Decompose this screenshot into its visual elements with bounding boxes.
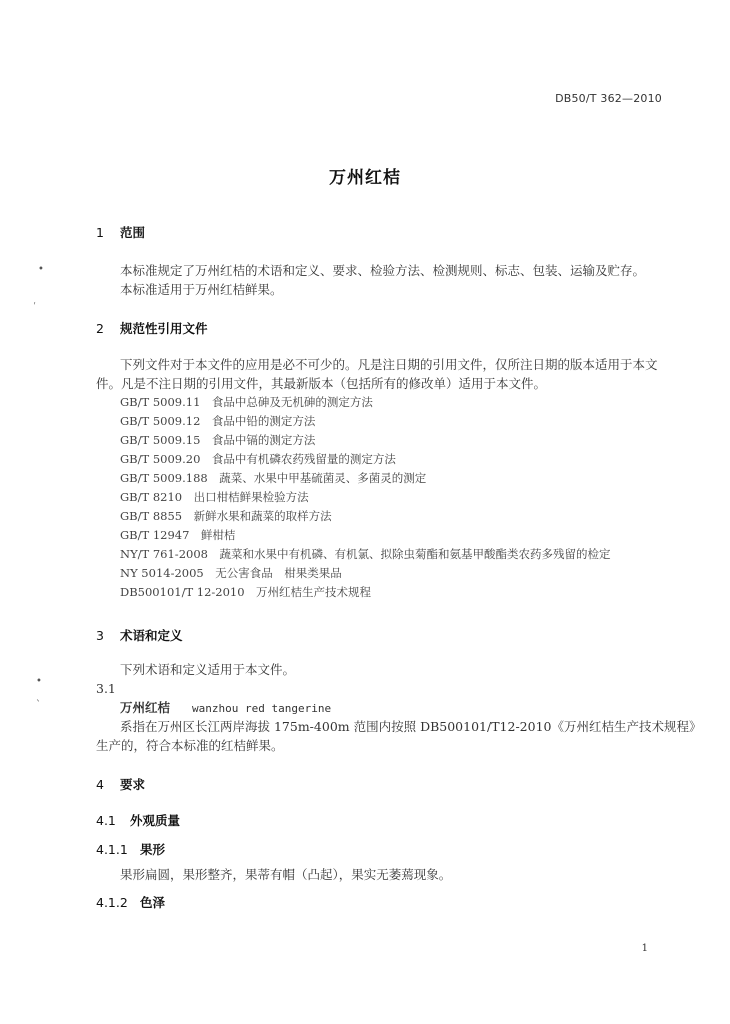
section-4-heading — [96, 775, 145, 793]
section-3-heading — [96, 626, 183, 644]
scan-mark: • — [38, 264, 44, 275]
section-number: 4.1.2 — [96, 895, 128, 910]
paragraph-line: 本标准适用于万州红桔鲜果。 — [120, 282, 283, 297]
scan-mark: ˊ — [31, 301, 42, 314]
section-number: 1 — [96, 225, 104, 240]
reference-item: NY/T 761-2008 蔬菜和水果中有机磷、有机氯、拟除虫菊酯和氨基甲酸酯类农药多残留的检定 — [120, 547, 611, 561]
paragraph-line: 生产的，符合本标准的红桔鲜果。 — [96, 738, 284, 753]
reference-item: NY 5014-2005 无公害食品 柑果类果品 — [120, 566, 342, 580]
reference-item: GB/T 5009.11 食品中总砷及无机砷的测定方法 — [120, 395, 373, 409]
section-number: 4.1.1 — [96, 842, 128, 857]
page-number: 1 — [641, 943, 648, 954]
scan-mark: ˋ — [36, 700, 41, 711]
section-2-heading — [96, 319, 208, 337]
document-title: 万州红桔 — [329, 168, 401, 188]
subsection-4-1-heading — [96, 811, 180, 829]
section-number: 4.1 — [96, 813, 116, 828]
term-english: wanzhou red tangerine — [192, 702, 332, 715]
section-title: 范围 — [120, 225, 146, 240]
section-number: 2 — [96, 321, 104, 336]
subsection-4-1-2-heading — [96, 893, 165, 911]
reference-item: GB/T 5009.20 食品中有机磷农药残留量的测定方法 — [120, 452, 396, 466]
paragraph-line: 下列文件对于本文件的应用是必不可少的。凡是注日期的引用文件，仅所注日期的版本适用于本文 — [120, 357, 658, 372]
section-number: 3 — [96, 628, 104, 643]
section-title: 规范性引用文件 — [120, 321, 208, 336]
reference-item: GB/T 5009.15 食品中镉的测定方法 — [120, 433, 316, 447]
section-number: 4 — [96, 777, 104, 792]
paragraph-line: 下列术语和定义适用于本文件。 — [120, 662, 296, 677]
reference-item: GB/T 12947 鲜柑桔 — [120, 528, 236, 542]
section-title: 要求 — [120, 777, 146, 792]
section-title: 色泽 — [140, 895, 166, 910]
term-line — [120, 699, 331, 718]
scan-mark: • — [36, 676, 42, 687]
section-title: 术语和定义 — [120, 628, 183, 643]
term-number: 3.1 — [96, 681, 116, 696]
section-title: 外观质量 — [130, 813, 181, 828]
paragraph-line: 本标准规定了万州红桔的术语和定义、要求、检验方法、检测规则、标志、包装、运输及贮存。 — [120, 263, 646, 278]
term-name: 万州红桔 — [120, 700, 171, 715]
subsection-4-1-1-heading — [96, 840, 165, 858]
paragraph-line: 果形扁圆，果形整齐，果蒂有帽（凸起），果实无萎蔫现象。 — [120, 867, 452, 882]
section-1-heading — [96, 223, 145, 241]
reference-item: GB/T 5009.12 食品中铅的测定方法 — [120, 414, 316, 428]
document-code: DB50/T 362—2010 — [555, 92, 662, 105]
paragraph-line: 系指在万州区长江两岸海拔 175m-400m 范围内按照 DB500101/T12-2010《万州红桔生产技术规程》 — [120, 719, 702, 734]
paragraph-line: 件。凡是不注日期的引用文件，其最新版本（包括所有的修改单）适用于本文件。 — [96, 376, 547, 391]
reference-item: GB/T 8210 出口柑桔鲜果检验方法 — [120, 490, 309, 504]
reference-item: GB/T 8855 新鲜水果和蔬菜的取样方法 — [120, 509, 332, 523]
reference-item: GB/T 5009.188 蔬菜、水果中甲基硫菌灵、多菌灵的测定 — [120, 471, 427, 485]
reference-item: DB500101/T 12-2010 万州红桔生产技术规程 — [120, 585, 372, 599]
section-title: 果形 — [140, 842, 166, 857]
